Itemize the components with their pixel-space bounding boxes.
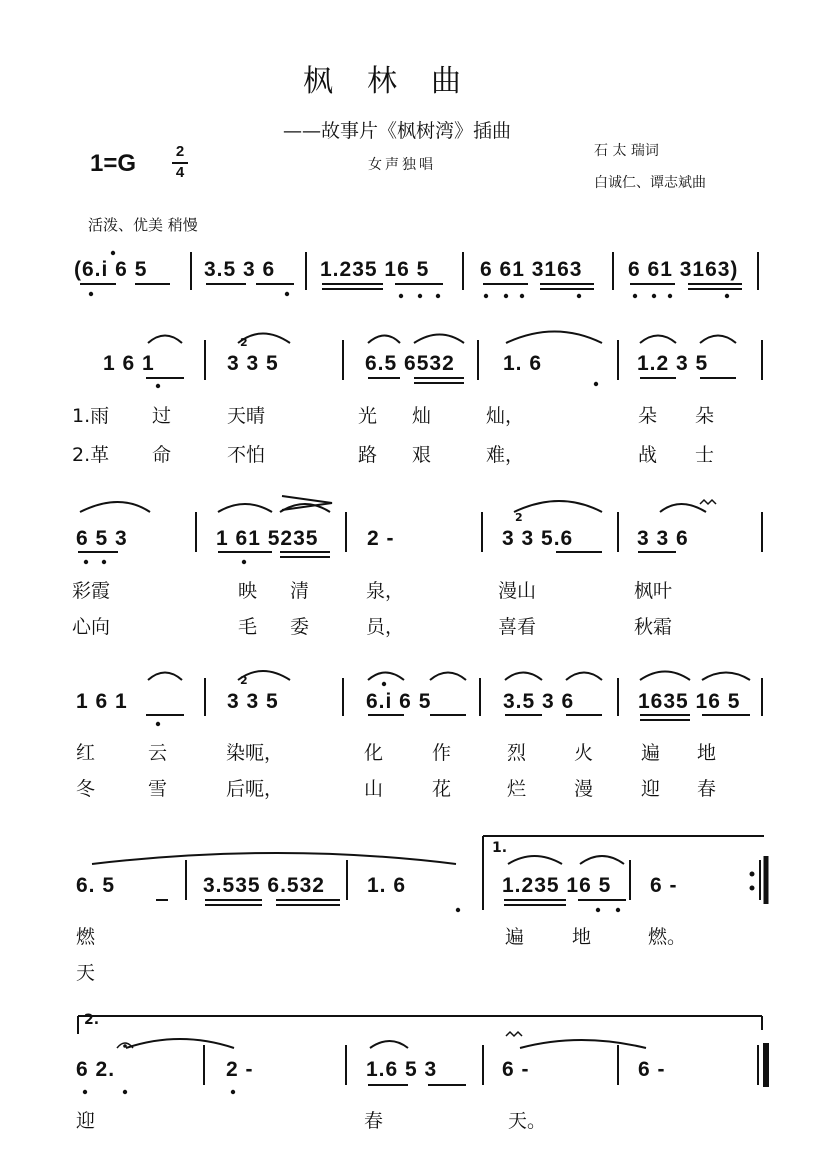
measure: 3 3 6 (637, 527, 689, 550)
slur (505, 673, 542, 681)
performance-type: 女声独唱 (368, 157, 436, 173)
lyric: 彩霞 (72, 580, 111, 602)
lyric: 迎 (641, 778, 661, 800)
lyric: 天。 (508, 1110, 547, 1132)
lyric: 毛 (238, 616, 258, 638)
trill-mark (700, 500, 716, 504)
slur (702, 673, 750, 681)
slur (430, 673, 466, 681)
lyric: 天 (76, 962, 96, 984)
grace-note: 2 (240, 674, 248, 687)
octave-dot (156, 384, 160, 388)
measure: 3.535 6.532 (203, 874, 325, 897)
measure: 6 - (502, 1058, 530, 1081)
measure: 6. 5 (76, 874, 116, 897)
lyric: 染呃， (226, 742, 284, 764)
lyric: 不怕 (227, 444, 266, 466)
lyric: 员， (366, 616, 405, 638)
slur (368, 673, 404, 681)
slur (92, 853, 456, 864)
measure: 1 6 1 (76, 690, 128, 713)
slur (640, 336, 676, 344)
measure: 3.5 3 6 (204, 258, 276, 281)
octave-dot (102, 560, 106, 564)
lyric: 喜看 (498, 616, 537, 638)
lyric: 枫叶 (634, 580, 673, 602)
lyric: 灿 (412, 405, 432, 427)
lyric: 朵 (695, 405, 715, 427)
slur (238, 671, 290, 680)
lyric: 烈 (507, 742, 527, 764)
lyric: 清 (290, 580, 310, 602)
time-signature-bottom: 4 (172, 162, 188, 181)
lyric: 红 (76, 742, 96, 764)
lyric: 山 (364, 778, 384, 800)
octave-dot (83, 1090, 87, 1094)
octave-dot (456, 908, 460, 912)
grace-note: 2 (515, 511, 523, 524)
lyric: 泉， (366, 580, 405, 602)
time-signature-top: 2 (175, 143, 185, 160)
repeat-dot (750, 886, 755, 891)
slur (414, 335, 464, 344)
measure: 1. 6 (367, 874, 407, 897)
lyric: 朵 (638, 405, 658, 427)
slur (370, 1041, 408, 1048)
lyric: 士 (695, 444, 715, 466)
lyric: 战 (638, 444, 658, 466)
lyric: 1.雨 (72, 405, 110, 427)
octave-dot (436, 294, 440, 298)
song-title: 枫林曲 (303, 64, 495, 99)
measure: (6.i 6 5 (74, 258, 148, 281)
lyric: 燃 (76, 926, 96, 948)
slur (514, 501, 602, 512)
song-subtitle: ——故事片《枫树湾》插曲 (283, 120, 512, 142)
lyric: 火 (574, 742, 594, 764)
lyric: 地 (572, 926, 592, 948)
slur (640, 672, 690, 681)
lyric: 难， (486, 444, 525, 466)
volta-1-label: 1. (492, 840, 508, 856)
lyricist-credit: 石 太 瑞词 (594, 143, 659, 159)
lyric: 漫山 (498, 580, 537, 602)
lyric: 云 (148, 742, 168, 764)
key-signature: 1=G (90, 150, 137, 177)
measure: 3 3 5.6 (502, 527, 574, 550)
measure: 1.6 5 3 (366, 1058, 438, 1081)
slur (80, 502, 150, 512)
lyric: 路 (358, 444, 378, 466)
octave-dot (594, 382, 598, 386)
slur (520, 1040, 646, 1048)
octave-dot (668, 294, 672, 298)
octave-dot (504, 294, 508, 298)
lyric: 心向 (72, 616, 111, 638)
slur (368, 336, 400, 344)
lyric: 花 (432, 778, 452, 800)
grace-note: 2 (240, 336, 248, 349)
slur (238, 334, 290, 344)
slur (506, 332, 602, 344)
measure: 6 - (650, 874, 678, 897)
slur (580, 856, 624, 864)
measure: 6 - (638, 1058, 666, 1081)
lyric: 漫 (574, 778, 594, 800)
lyric: 烂 (507, 778, 527, 800)
lyric: 过 (152, 405, 172, 427)
octave-dot (242, 560, 246, 564)
octave-dot (616, 908, 620, 912)
measure: 1.235 16 5 (320, 258, 430, 281)
lyric: 命 (152, 444, 172, 466)
fermata-dot (123, 1044, 127, 1048)
lyric: 雪 (148, 778, 168, 800)
slur (508, 856, 562, 864)
octave-dot (89, 292, 93, 296)
lyric: 化 (364, 742, 384, 764)
slur (148, 336, 182, 344)
measure: 6 2. (76, 1058, 116, 1081)
measure: 1 6 1 (103, 352, 155, 375)
lyric: 灿， (486, 405, 525, 427)
octave-dot (156, 722, 160, 726)
measure: 1. 6 (503, 352, 543, 375)
measure: 6.5 6532 (365, 352, 455, 375)
measure: 6.i 6 5 (366, 690, 432, 713)
lyric: 春 (697, 778, 717, 800)
lyric: 遍 (505, 926, 525, 948)
lyric: 秋霜 (634, 616, 673, 638)
lyric: 艰 (412, 444, 432, 466)
octave-dot (285, 292, 289, 296)
octave-dot (382, 682, 386, 686)
lyric: 作 (432, 742, 452, 764)
lyric: 春 (364, 1110, 384, 1132)
measure: 1.235 16 5 (502, 874, 612, 897)
measure: 3.5 3 6 (503, 690, 575, 713)
slur (700, 336, 736, 344)
lyric: 光 (358, 405, 378, 427)
octave-dot (725, 294, 729, 298)
slur (126, 1039, 234, 1048)
octave-dot (484, 294, 488, 298)
lyric: 燃。 (648, 926, 687, 948)
lyric: 委 (290, 616, 310, 638)
octave-dot (111, 251, 115, 255)
volta-2-label: 2. (84, 1012, 100, 1028)
lyric: 后呃， (226, 778, 284, 800)
slur (566, 673, 602, 681)
octave-dot (520, 294, 524, 298)
lyric: 地 (697, 742, 717, 764)
measure: 6 61 3163) (628, 258, 739, 281)
octave-dot (399, 294, 403, 298)
slur (660, 504, 706, 512)
measure: 6 61 3163 (480, 258, 583, 281)
measure: 1 61 5235 (216, 527, 319, 550)
measure: 2 - (226, 1058, 254, 1081)
lyric: 遍 (641, 742, 661, 764)
lyric: 映 (238, 580, 258, 602)
measure: 6 5 3 (76, 527, 128, 550)
measure: 1635 16 5 (638, 690, 741, 713)
lyric: 冬 (76, 778, 96, 800)
octave-dot (633, 294, 637, 298)
octave-dot (418, 294, 422, 298)
repeat-dot (750, 872, 755, 877)
slur (218, 504, 272, 512)
measure: 3 3 5 (227, 352, 279, 375)
measure: 1.2 3 5 (637, 352, 709, 375)
octave-dot (123, 1090, 127, 1094)
measure: 2 - (367, 527, 395, 550)
composer-credit: 白诚仁、谭志斌曲 (594, 175, 706, 191)
lyric: 天晴 (227, 405, 266, 427)
trill-mark (506, 1032, 522, 1036)
octave-dot (577, 294, 581, 298)
lyric: 2.革 (72, 444, 110, 466)
octave-dot (231, 1090, 235, 1094)
octave-dot (84, 560, 88, 564)
measure: 3 3 5 (227, 690, 279, 713)
slur (148, 673, 182, 681)
tempo-marking: 活泼、优美 稍慢 (88, 216, 198, 234)
lyric: 迎 (76, 1110, 96, 1132)
octave-dot (596, 908, 600, 912)
octave-dot (652, 294, 656, 298)
